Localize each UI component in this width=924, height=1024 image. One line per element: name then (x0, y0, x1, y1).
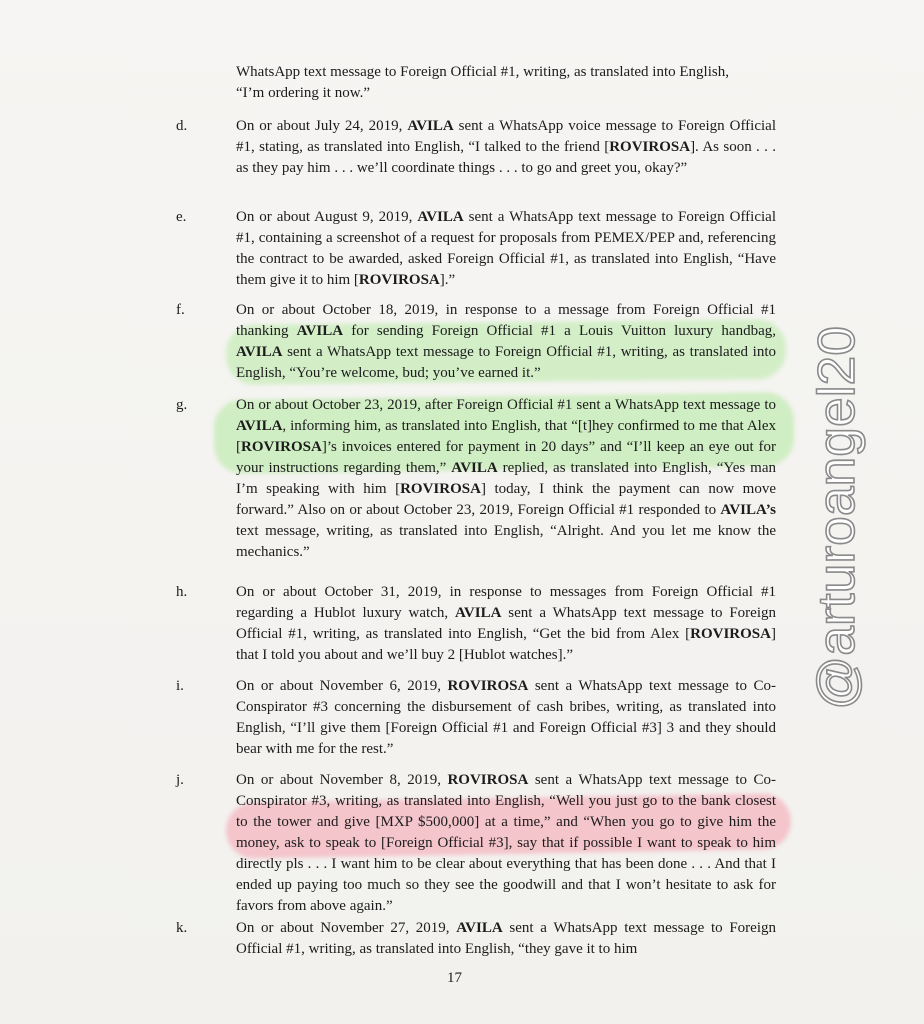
text-run: sent a WhatsApp text message to Foreign Official #1, writing, as translated into English, “Get the bid from Alex [ (236, 605, 776, 642)
text-run: sent a WhatsApp text message to Co-Conspirator #3 concerning the disbursement of cash bribes, writing, as translated into English, “I’ll give them [Foreign Official #1 and Foreign Official #3] 3 and they should bear with me for the rest.” (236, 678, 776, 757)
paragraph-i (236, 676, 776, 760)
paragraph-k (236, 918, 776, 960)
bold-name: ROVIROSA (447, 678, 529, 694)
bold-name: ROVIROSA (358, 272, 440, 288)
paragraph-g (236, 395, 776, 563)
text-run: On or about July 24, 2019, (236, 118, 408, 134)
paragraph-letter-k: k. (176, 920, 188, 936)
text-run: ]. As soon . . . as they pay him . . . we’ll coordinate things . . . to go and greet you, okay?” (236, 139, 776, 176)
bold-name: AVILA (456, 920, 503, 936)
text-run: for sending Foreign Official #1 a Louis Vuitton luxury handbag, (343, 323, 776, 339)
bold-name: ROVIROSA (609, 139, 691, 155)
paragraph-letter-e: e. (176, 209, 187, 225)
paragraph-letter-h: h. (176, 584, 188, 600)
text-run: sent a WhatsApp text message to Foreign Official #1, containing a screenshot of a request for proposals from PEMEX/PEP and, referencing the contract to be awarded, asked Foreign Official #1, as translated into English, “Have them give it to him [ (236, 209, 776, 288)
bold-name: ROVIROSA (690, 626, 771, 642)
bold-name: AVILA (417, 209, 464, 225)
intro-line-2: “I’m ordering it now.” (236, 85, 370, 101)
text-run: sent a WhatsApp text message to Foreign Official #1, writing, as translated into English, “they gave it to him (236, 920, 776, 957)
text-run: sent a WhatsApp text message to Co-Conspirator #3, writing, as translated into English, “Well you just go to the bank closest to the tower and give [MXP $500,000] at a time,” and “When you go to give him the money, ask to speak to [Foreign Official #3], say that if possible I want to speak to him directly pls . . . I want him to be clear about everything that has been done . . . And that I ended up paying too much so they see the goodwill and that I won’t hesitate to ask for favors from above again.” (236, 772, 776, 914)
text-run: sent a WhatsApp text message to Foreign Official #1, writing, as translated into English, “You’re welcome, bud; you’ve earned it.” (236, 344, 776, 381)
text-run: replied, as translated into English, “Yes man I’m speaking with him [ (236, 460, 776, 497)
text-run: ]’s invoices entered for payment in 20 days” and “I’ll keep an eye out for your instructions regarding them,” (236, 439, 776, 476)
paragraph-h (236, 582, 776, 666)
paragraph-d (236, 116, 776, 179)
text-run: On or about October 23, 2019, after Foreign Official #1 sent a WhatsApp text message to (236, 397, 776, 413)
text-run: On or about November 27, 2019, (236, 920, 457, 936)
bold-name: ROVIROSA (447, 772, 529, 788)
text-run: On or about November 6, 2019, (236, 678, 448, 694)
paragraph-e (236, 207, 776, 291)
intro-paragraph (236, 62, 776, 104)
bold-name: AVILA (236, 344, 283, 360)
bold-name: AVILA (451, 460, 498, 476)
bold-name: ROVIROSA (241, 439, 322, 455)
text-run: text message, writing, as translated into English, “Alright. And you let me know the mechanics.” (236, 523, 776, 560)
page-number: 17 (447, 970, 462, 986)
watermark (796, 318, 880, 716)
paragraph-letter-d: d. (176, 118, 188, 134)
paragraph-f (236, 300, 776, 384)
paragraph-letter-f: f. (176, 302, 185, 318)
paragraph-letter-g: g. (176, 397, 188, 413)
bold-name: ROVIROSA (400, 481, 481, 497)
text-run: On or about October 31, 2019, in response to messages from Foreign Official #1 regarding a Hublot luxury watch, (236, 584, 776, 621)
paragraph-j (236, 770, 776, 917)
paragraph-letter-i: i. (176, 678, 184, 694)
paragraph-letter-j: j. (176, 772, 184, 788)
text-run: On or about October 18, 2019, in response to a message from Foreign Official #1 thanking (236, 302, 776, 339)
text-run: ].” (439, 272, 456, 288)
bold-name: AVILA’s (720, 502, 776, 518)
watermark-text: @arturoangel20 (808, 336, 866, 710)
bold-name: AVILA (296, 323, 344, 339)
text-run: On or about August 9, 2019, (236, 209, 418, 225)
text-run: ] today, I think the payment can now move forward.” Also on or about October 23, 2019, Foreign Official #1 responded to (236, 481, 776, 518)
bold-name: AVILA (236, 418, 283, 434)
bold-name: AVILA (455, 605, 502, 621)
text-run: ] that I told you about and we’ll buy 2 [Hublot watches].” (236, 626, 776, 663)
bold-name: AVILA (407, 118, 454, 134)
intro-line-1: WhatsApp text message to Foreign Official #1, writing, as translated into English, (236, 64, 729, 80)
text-run: On or about November 8, 2019, (236, 772, 448, 788)
text-run: sent a WhatsApp voice message to Foreign Official #1, stating, as translated into English, “I talked to the friend [ (236, 118, 776, 155)
text-run: , informing him, as translated into English, that “[t]hey confirmed to me that Alex [ (236, 418, 776, 455)
